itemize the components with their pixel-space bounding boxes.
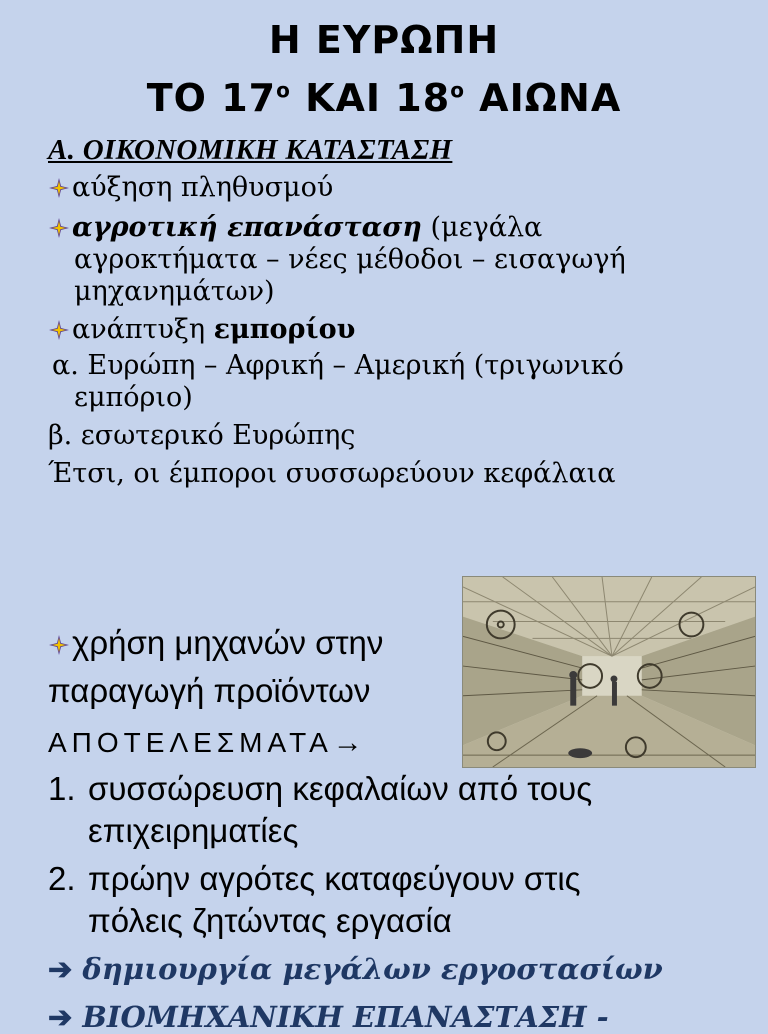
bullet-machines <box>48 624 383 662</box>
sub-item-a-continuation: εμπόριο) <box>74 382 193 413</box>
bullet-text: ανάπτυξη <box>72 314 214 345</box>
conclusion-text: δημιουργία μεγάλων εργοστασίων <box>82 952 663 986</box>
bullet-agri-revolution <box>48 212 542 244</box>
bullet-text: χρήση μηχανών στην <box>72 624 384 661</box>
slide-title-line2 <box>0 76 768 120</box>
conclusion-industrial-revolution <box>48 1000 609 1034</box>
result-item-2-continuation: πόλεις ζητώντας εργασία <box>88 902 452 939</box>
results-label <box>48 722 363 762</box>
bullet-continuation: μηχανημάτων) <box>74 276 275 307</box>
bullet-population <box>48 172 333 204</box>
bullet-trade <box>48 314 355 346</box>
result-text: συσσώρευση κεφαλαίων από τους <box>88 770 593 807</box>
title-superscript: ο <box>450 78 465 102</box>
conclusion-text: ΒΙΟΜΗΧΑΝΙΚΗ ΕΠΑΝΑΣΤΑΣΗ - <box>82 1000 609 1034</box>
result-item-2 <box>48 860 581 898</box>
slide-title-line1: Η ΕΥΡΩΠΗ <box>268 18 500 62</box>
right-arrow-icon: → <box>332 726 363 759</box>
star-bullet-icon <box>48 634 70 656</box>
bullet-continuation: αγροκτήματα – νέες μέθοδοι – εισαγωγή <box>74 244 626 275</box>
title-part: ΤΟ 17 <box>146 76 277 120</box>
section-heading: Α. ΟΙΚΟΝΟΜΙΚΗ ΚΑΤΑΣΤΑΣΗ <box>48 134 453 166</box>
sub-item-b: β. εσωτερικό Ευρώπης <box>48 420 356 451</box>
star-bullet-icon <box>48 217 70 239</box>
bullet-text: (μεγάλα <box>421 212 543 243</box>
capital-sentence: Έτσι, οι έμποροι συσσωρεύουν κεφάλαια <box>48 458 616 489</box>
sub-item-a: α. Ευρώπη – Αφρική – Αμερική (τριγωνικό <box>52 350 624 381</box>
factory-illustration <box>462 576 756 768</box>
bullet-text: αύξηση πληθυσμού <box>72 172 334 203</box>
arrow-right-icon: ➔ <box>48 1000 73 1034</box>
title-part: ΑΙΩΝΑ <box>464 76 622 120</box>
result-item-1-continuation: επιχειρηματίες <box>88 812 299 849</box>
bullet-bold-text: εμπορίου <box>213 314 356 345</box>
arrow-right-icon: ➔ <box>48 952 73 986</box>
results-text: ΑΠΟΤΕΛΕΣΜΑΤΑ <box>48 727 333 758</box>
result-item-1 <box>48 770 592 808</box>
result-text: πρώην αγρότες καταφεύγουν στις <box>88 860 581 897</box>
title-superscript: ο <box>276 78 291 102</box>
machines-continuation: παραγωγή προϊόντων <box>48 672 371 709</box>
conclusion-factories <box>48 952 663 986</box>
title-part: ΚΑΙ 18 <box>290 76 451 120</box>
star-bullet-icon <box>48 177 70 199</box>
list-number: 1. <box>48 770 76 807</box>
bullet-bold-text: αγροτική επανάσταση <box>72 212 422 243</box>
star-bullet-icon <box>48 319 70 341</box>
list-number: 2. <box>48 860 76 897</box>
